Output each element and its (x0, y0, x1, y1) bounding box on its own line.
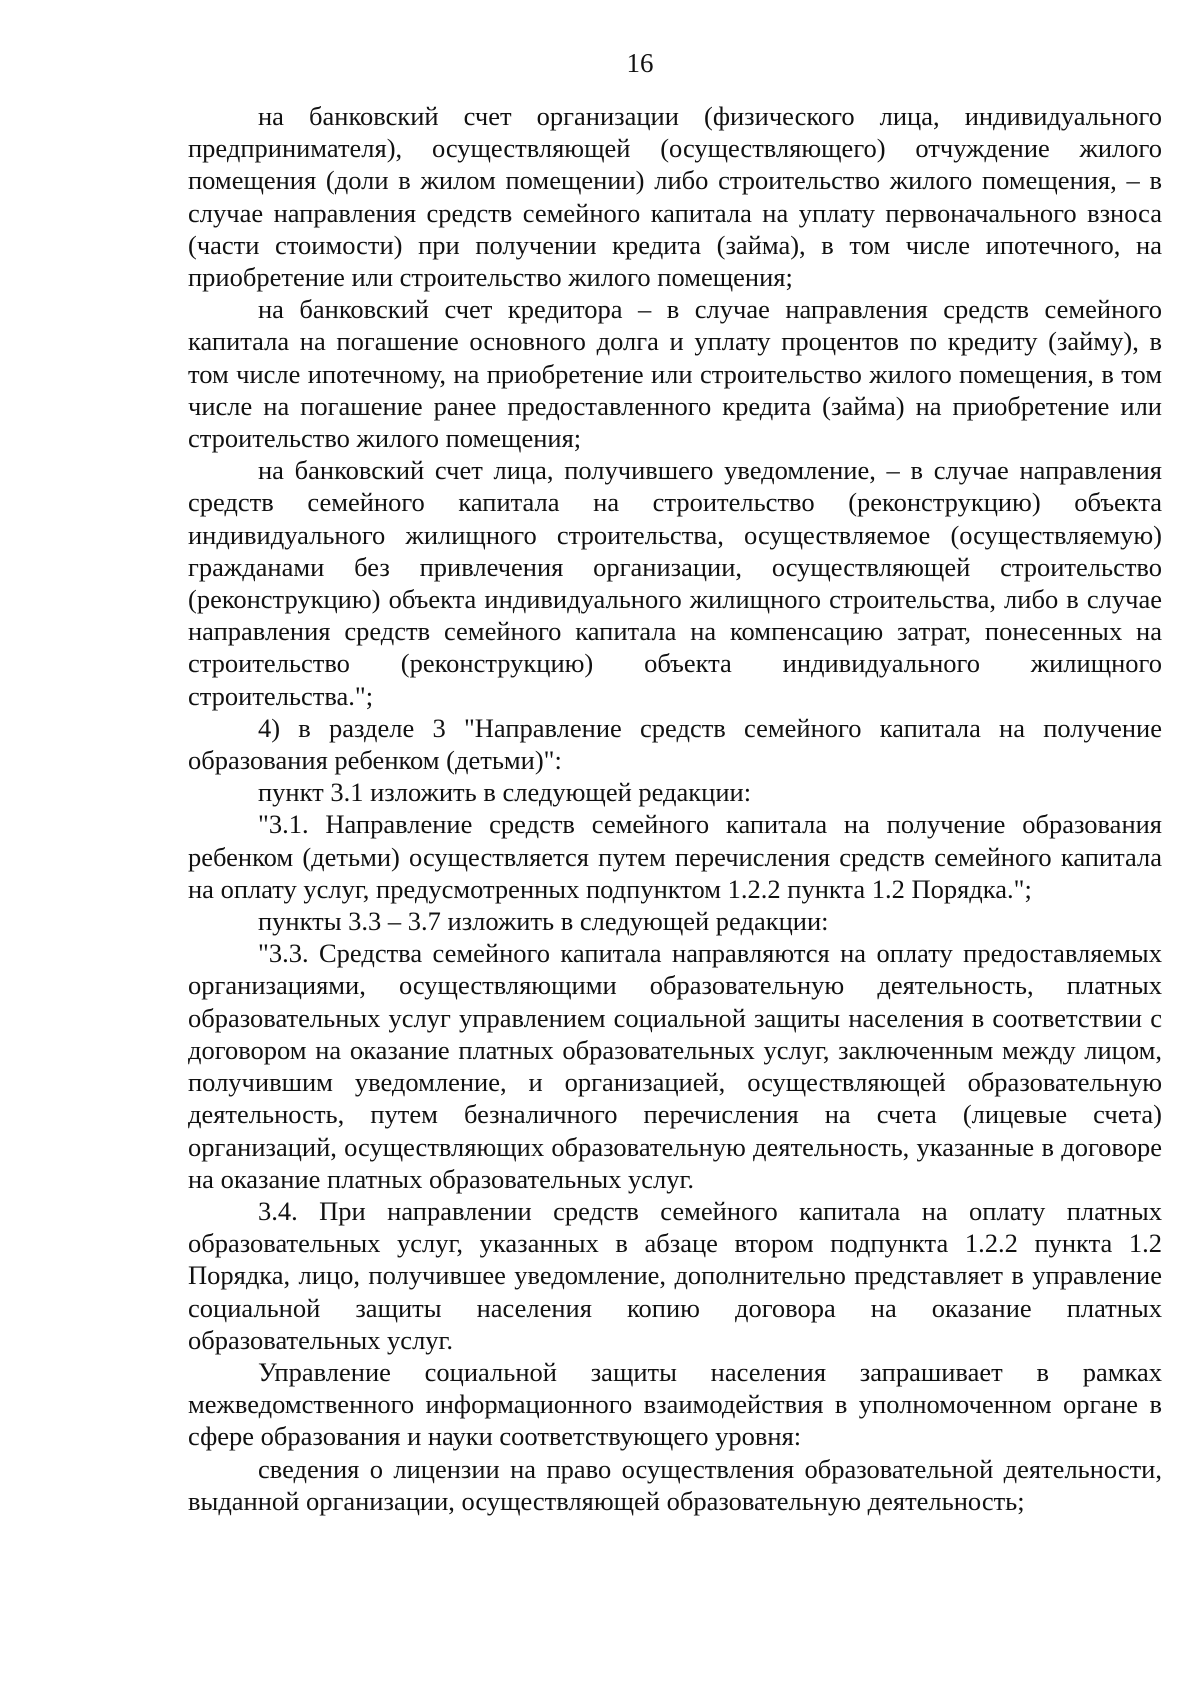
paragraph-interagency-request: Управление социальной защиты населения запрашивает в рамках межведомственного информационного взаимодействия в уполномоченном органе в сфере образования и науки соответствующего уровня: (188, 1356, 1162, 1452)
page-number: 16 (626, 48, 654, 78)
paragraph-item-3-3-text: "3.3. Средства семейного капитала направляются на оплату предоставляемых организациями, осуществляющими образовательную деятельность, платных образовательных услуг управлением социальной защиты населения в соответствии с договором на оказание платных образовательных услуг, заключенным между лицом, получившим уведомление, и организацией, осуществляющей образовательную деятельность, путем безналичного перечисления на счета (лицевые счета) организаций, осуществляющих образовательную деятельность, указанные в договоре на оказание платных образовательных услуг. (188, 938, 1162, 1194)
paragraph-section-3-heading: 4) в разделе 3 "Направление средств семейного капитала на получение образования ребенком (детьми)": (188, 712, 1162, 776)
paragraph-bank-account-creditor: на банковский счет кредитора – в случае направления средств семейного капитала на погашение основного долга и уплату процентов по кредиту (займу), в том числе ипотечному, на приобретение или строительство жилого помещения, в том числе на погашение ранее предоставленного кредита (займа) на приобретение или строительство жилого помещения; (188, 294, 1162, 454)
paragraph-items-3-3-3-7-instruction: пункты 3.3 – 3.7 изложить в следующей редакции: (258, 906, 829, 937)
paragraph-bank-account-notified-person: на банковский счет лица, получившего уведомление, – в случае направления средств семейного капитала на строительство (реконструкцию) объекта индивидуального жилищного строительства, осуществляемое (осуществляемую) гражданами без привлечения организации, осуществляющей строительство (реконструкцию) объекта индивидуального жилищного строительства, либо в случае направления средств семейного капитала на компенсацию затрат, понесенных на строительство (реконструкцию) объекта индивидуального жилищного строительства."; (188, 455, 1162, 711)
paragraph-item-3-1-text: "3.1. Направление средств семейного капитала на получение образования ребенком (детьми) осуществляется путем перечисления средств семейного капитала на оплату услуг, предусмотренных подпунктом 1.2.2 пункта 1.2 Порядка."; (188, 809, 1162, 904)
paragraph-item-3-4-text: 3.4. При направлении средств семейного капитала на оплату платных образовательных услуг, указанных в абзаце втором подпункта 1.2.2 пункта 1.2 Порядка, лицо, получившее уведомление, дополнительно представляет в управление социальной защиты населения копию договора на оказание платных образовательных услуг. (188, 1195, 1162, 1355)
paragraph-item-3-1-instruction: пункт 3.1 изложить в следующей редакции: (258, 777, 752, 808)
paragraph-license-information: сведения о лицензии на право осуществления образовательной деятельности, выданной организации, осуществляющей образовательную деятельность; (188, 1453, 1162, 1516)
paragraph-bank-account-organization: на банковский счет организации (физического лица, индивидуального предпринимателя), осуществляющей (осуществляющего) отчуждение жилого помещения (доли в жилом помещении) либо строительство жилого помещения, – в случае направления средств семейного капитала на уплату первоначального взноса (части стоимости) при получении кредита (займа), в том числе ипотечного, на приобретение или строительство жилого помещения; (188, 101, 1162, 293)
document-body (188, 100, 1162, 1517)
